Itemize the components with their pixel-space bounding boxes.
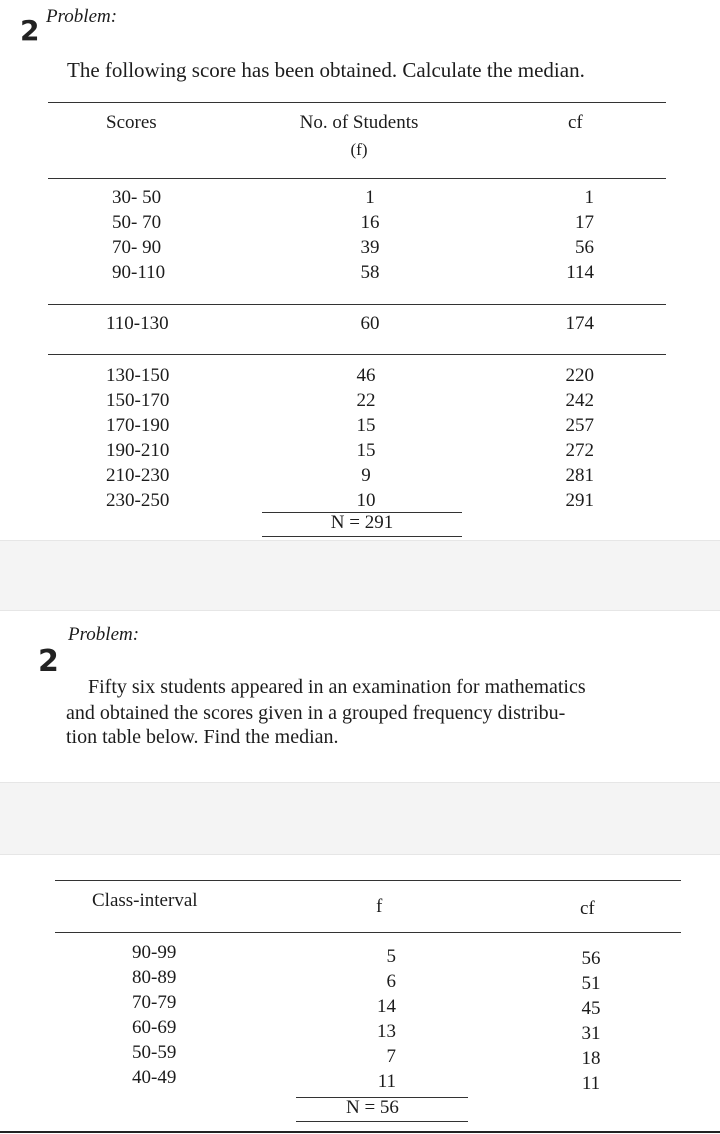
table-cell-interval: 90-99 — [132, 942, 177, 963]
table-cell-f: 15 — [356, 440, 376, 461]
table-cell-cf: 220 — [565, 365, 594, 386]
table-cell-cf: 257 — [565, 415, 594, 436]
scores-column-b — [106, 363, 216, 513]
total-n: N = 56 — [346, 1097, 399, 1118]
table-cell-cf: 45 — [581, 998, 601, 1019]
table-cell-f: 16 — [360, 212, 380, 233]
table-cell-f: 11 — [377, 1071, 396, 1092]
table-cell-f: 58 — [360, 262, 380, 283]
median-row — [106, 311, 216, 336]
table-cell-cf: 56 — [581, 948, 601, 969]
table-cell-score: 110-130 — [106, 313, 169, 334]
section-edge — [0, 854, 720, 855]
table-cell-f: 7 — [386, 1046, 396, 1067]
f-column — [340, 944, 396, 1094]
table-cell-score: 50- 70 — [112, 212, 162, 233]
table-cell-cf: 272 — [565, 440, 594, 461]
table-cell-f: 15 — [356, 415, 376, 436]
median-row-cf — [540, 311, 594, 336]
f-column-b — [326, 363, 406, 513]
problem-label: Problem: — [46, 6, 118, 27]
table-cell-cf: 242 — [565, 390, 594, 411]
section-gap-2 — [0, 782, 720, 854]
header-rule — [55, 932, 681, 933]
table-cell-cf: 114 — [566, 262, 594, 283]
table-cell-cf: 17 — [575, 212, 594, 233]
column-header-students-sub: (f) — [350, 140, 368, 159]
table-cell-cf: 174 — [565, 313, 594, 334]
section-gap-1 — [0, 540, 720, 610]
total-n: N = 291 — [330, 512, 394, 533]
total-bottom-rule — [262, 536, 462, 537]
median-class-top-rule — [48, 304, 666, 305]
table-cell-score: 90-110 — [112, 262, 166, 283]
problem-statement-line-1: Fifty six students appeared in an examination for mathematics — [88, 676, 586, 698]
handwritten-number: 2 — [20, 14, 40, 47]
table-cell-cf: 51 — [581, 973, 601, 994]
table-cell-score: 70- 90 — [112, 237, 162, 258]
table-cell-cf: 31 — [581, 1023, 601, 1044]
table-cell-f: 1 — [365, 187, 375, 208]
f-column-a — [330, 185, 410, 285]
table-cell-cf: 281 — [565, 465, 594, 486]
table-cell-score: 190-210 — [106, 440, 170, 461]
cf-column-b — [540, 363, 594, 513]
table-cell-cf: 1 — [584, 187, 594, 208]
table-cell-score: 150-170 — [106, 390, 170, 411]
problem-statement: The following score has been obtained. Calculate the median. — [67, 58, 585, 82]
column-header-scores: Scores — [106, 112, 157, 133]
section-edge — [0, 610, 720, 611]
median-row-f — [330, 311, 410, 336]
table-cell-score: 130-150 — [106, 365, 170, 386]
scores-column-a — [112, 185, 222, 285]
table-top-rule — [55, 880, 681, 881]
table-cell-cf: 11 — [581, 1073, 601, 1094]
table-cell-f: 9 — [361, 465, 371, 486]
handwritten-number: 2 — [38, 644, 59, 679]
table-cell-cf: 18 — [581, 1048, 601, 1069]
table-top-rule — [48, 102, 666, 103]
table-cell-cf: 291 — [565, 490, 594, 511]
column-header-f: f — [376, 896, 383, 917]
table-cell-score: 30- 50 — [112, 187, 162, 208]
table-cell-interval: 50-59 — [132, 1042, 177, 1063]
page-bottom-edge — [0, 1131, 720, 1133]
table-cell-cf: 56 — [575, 237, 594, 258]
interval-column — [132, 940, 242, 1090]
column-header-students: No. of Students — [299, 112, 419, 133]
table-cell-score: 230-250 — [106, 490, 170, 511]
total-bottom-rule — [296, 1121, 468, 1122]
column-header-cf: cf — [580, 898, 595, 919]
section-edge — [0, 782, 720, 783]
column-header-cf: cf — [568, 112, 583, 133]
cf-column-a — [540, 185, 594, 285]
table-cell-f: 22 — [356, 390, 376, 411]
header-rule — [48, 178, 666, 179]
table-cell-f: 6 — [386, 971, 396, 992]
problem-label: Problem: — [68, 624, 140, 645]
table-cell-score: 210-230 — [106, 465, 170, 486]
table-cell-f: 14 — [377, 996, 396, 1017]
table-cell-f: 5 — [386, 946, 396, 967]
problem-statement-line-2: and obtained the scores given in a grouped frequency distribu- — [66, 702, 566, 724]
table-cell-f: 46 — [356, 365, 376, 386]
table-cell-f: 13 — [377, 1021, 396, 1042]
table-cell-interval: 60-69 — [132, 1017, 177, 1038]
table-cell-interval: 80-89 — [132, 967, 177, 988]
table-cell-score: 170-190 — [106, 415, 170, 436]
table-cell-f: 10 — [356, 490, 376, 511]
table-cell-f: 39 — [360, 237, 380, 258]
table-cell-f: 60 — [360, 313, 380, 334]
cf-column — [566, 946, 616, 1096]
section-edge — [0, 540, 720, 541]
column-header-interval: Class-interval — [92, 890, 198, 911]
median-class-bottom-rule — [48, 354, 666, 355]
table-cell-interval: 70-79 — [132, 992, 177, 1013]
problem-statement-line-3: tion table below. Find the median. — [66, 726, 339, 748]
table-cell-interval: 40-49 — [132, 1067, 177, 1088]
